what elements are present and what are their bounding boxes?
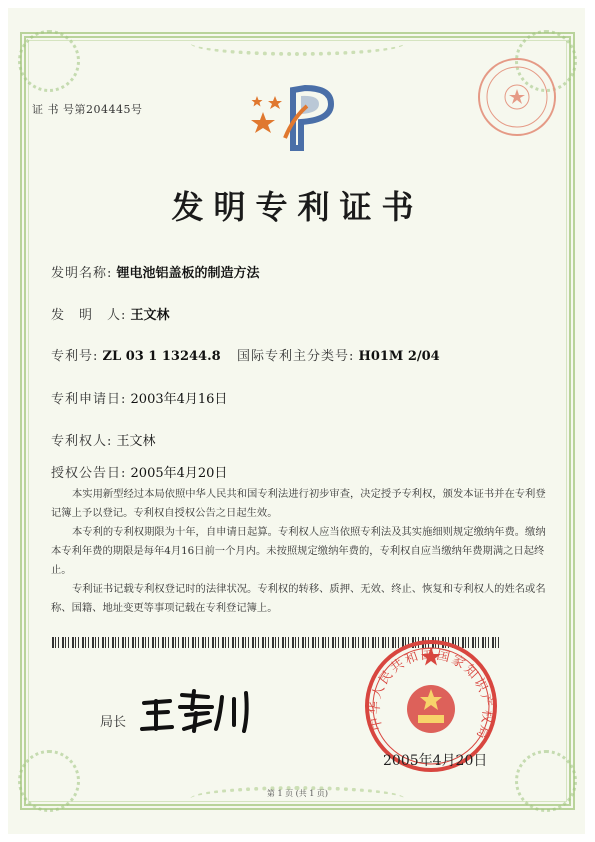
invention-name-row — [51, 262, 260, 281]
inventor-label: 发 明 人: — [51, 308, 127, 323]
issue-date: 2005年4月20日 — [383, 753, 488, 769]
seal-text: 中华人民共和国国家知识产权局 — [367, 647, 495, 743]
top-ornament — [190, 30, 405, 56]
inventor-row — [51, 304, 170, 323]
patent-number-row — [51, 345, 221, 364]
director-signature — [136, 685, 256, 735]
ipc-label: 国际专利主分类号: — [237, 349, 355, 364]
grant-date-label: 授权公告日: — [51, 466, 127, 481]
patentee-value: 王文林 — [116, 434, 156, 449]
inventor-value: 王文林 — [130, 308, 170, 323]
filing-date-value: 2003年4月16日 — [130, 392, 228, 407]
body-paragraph-3: 专利证书记载专利权登记时的法律状况。专利权的转移、质押、无效、终止、恢复和专利权人的姓名或名称、国籍、地址变更等事项记载在专利登记簿上。 — [51, 583, 546, 614]
patent-office-logo — [245, 82, 345, 154]
corner-ornament-tl — [18, 30, 80, 92]
certificate-title: 发明专利证书 — [171, 188, 424, 226]
body-paragraph-1: 本实用新型经过本局依照中华人民共和国专利法进行初步审查，决定授予专利权，颁发本证书并在专利登记簿上予以登记。专利权自授权公告之日起生效。 — [51, 488, 546, 519]
filing-date-row — [51, 388, 227, 407]
official-seal-small — [476, 56, 558, 138]
body-paragraph-2: 本专利的专利权期限为十年，自申请日起算。专利权人应当依照专利法及其实施细则规定缴纳年费。缴纳本专利年费的期限是每年4月16日前一个月内。未按照规定缴纳年费的，专利权自应当缴纳年费期满之日起终止。 — [51, 526, 546, 576]
invention-name-value: 锂电池铝盖板的制造方法 — [116, 266, 260, 281]
patent-number-value: ZL 03 1 13244.8 — [102, 349, 221, 364]
ipc-value: H01M 2/04 — [358, 349, 440, 364]
grant-date-value: 2005年4月20日 — [130, 466, 228, 481]
certificate-number: 证 书 号第204445号 — [32, 103, 143, 116]
grant-date-row — [51, 462, 227, 481]
corner-ornament-br — [515, 750, 577, 812]
ipc-row — [237, 345, 440, 364]
page-indicator: 第 1 页 (共 1 页) — [266, 789, 329, 798]
patent-number-label: 专利号: — [51, 349, 99, 364]
director-label: 局长 — [100, 715, 127, 730]
corner-ornament-bl — [18, 750, 80, 812]
patentee-label: 专利权人: — [51, 434, 113, 449]
invention-name-label: 发明名称: — [51, 266, 113, 281]
patentee-row — [51, 430, 156, 449]
filing-date-label: 专利申请日: — [51, 392, 127, 407]
certificate-body — [51, 485, 551, 618]
